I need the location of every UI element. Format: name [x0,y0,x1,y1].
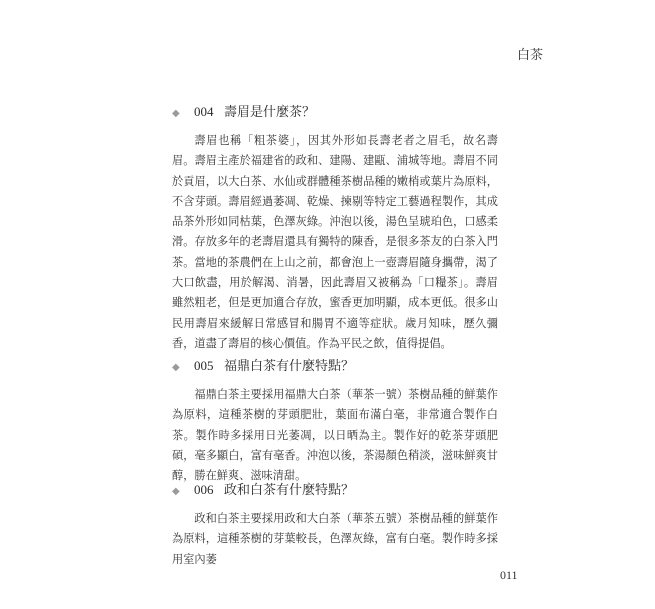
section-005 [172,356,498,486]
section-number: 006 [194,482,214,497]
section-body: 福鼎白茶主要採用福鼎大白茶（華茶一號）茶樹品種的鮮葉作為原料，這種茶樹的芽頭肥壯，葉面布滿白毫，非常適合製作白茶。製作時多採用日光萎凋，以日晒為主。製作好的乾茶芽頭肥碩，毫多顯白，富有毫香。沖泡以後，茶湯顏色稍淡，滋味鮮爽甘醇，勝在鮮爽、滋味清甜。 [172,388,498,483]
section-title: 福鼎白茶有什麼特點？ [224,359,355,374]
diamond-bullet-icon: ◆ [172,486,180,497]
section-006 [172,480,498,569]
diamond-bullet-icon: ◆ [172,108,180,119]
diamond-bullet-icon: ◆ [172,362,180,373]
section-heading [172,356,498,376]
running-head: 白茶 [516,48,543,63]
section-title: 壽眉是什麼茶？ [224,105,316,120]
section-body: 壽眉也稱「粗茶婆」，因其外形如長壽老者之眉毛，故名壽眉。壽眉主產於福建省的政和、建陽、建甌、浦城等地。壽眉不同於貢眉，以大白茶、水仙或群體種茶樹品種的嫩梢或葉片為原料，不含芽頭。壽眉經過萎凋、乾燥、揀剔等特定工藝過程製作，其成品茶外形如同枯葉，色澤灰綠。沖泡以後，湯色呈琥珀色，口感柔滑。存放多年的老壽眉還具有獨特的陳香，是很多茶友的白茶入門茶。當地的茶農們在上山之前，都會泡上一壺壽眉隨身攜帶，渴了大口飲盡，用於解渴、消暑，因此壽眉又被稱為「口糧茶」。壽眉雖然粗老，但是更加適合存放，蜜香更加明顯，成本更低。很多山民用壽眉來緩解日常感冒和腸胃不適等症狀。歲月知味，歷久彌香，道盡了壽眉的核心價值。作為平民之飲，值得提倡。 [172,134,498,350]
section-004 [172,102,498,354]
section-heading [172,480,498,500]
section-title: 政和白茶有什麼特點？ [224,483,355,498]
section-number: 005 [194,358,214,373]
page-number: 011 [500,568,518,582]
section-heading [172,102,498,122]
section-body: 政和白茶主要採用政和大白茶（華茶五號）茶樹品種的鮮葉作為原料，這種茶樹的芽葉較長，色澤灰綠，富有白毫。製作時多採用室內萎 [172,512,498,566]
section-number: 004 [194,104,214,119]
